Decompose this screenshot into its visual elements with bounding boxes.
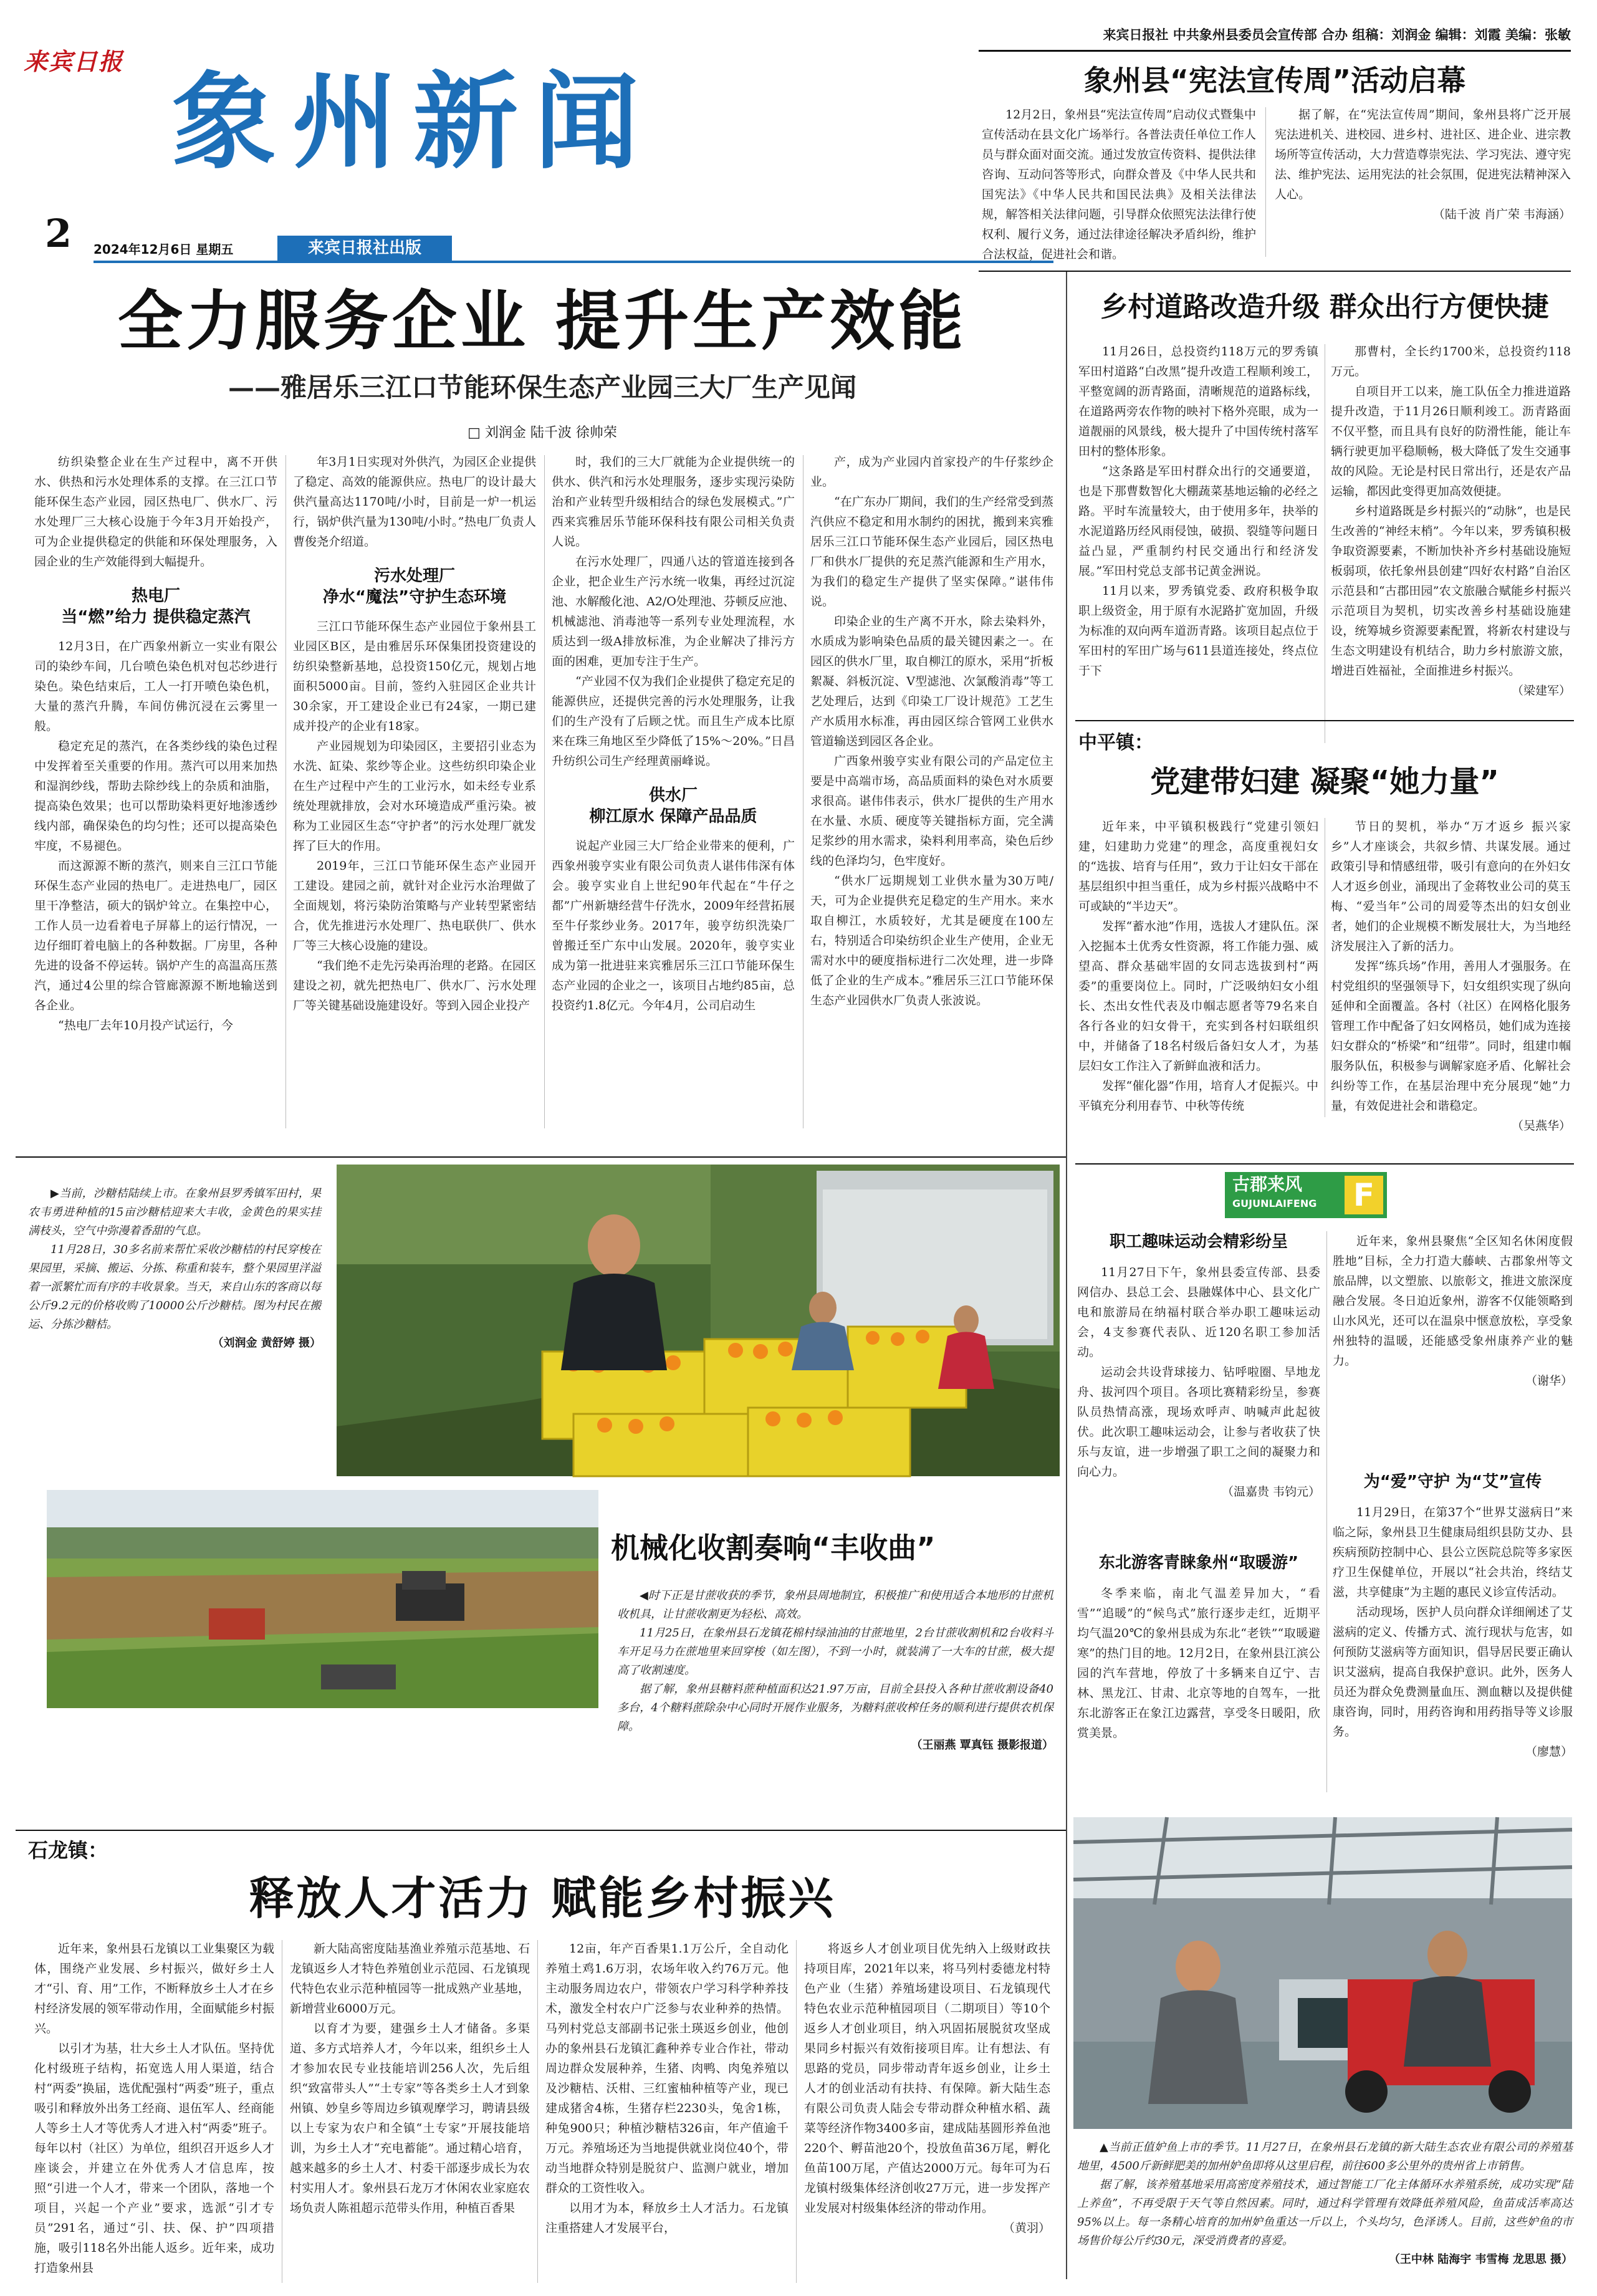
gujun-para: 11月29日，在第37个“世界艾滋病日”来临之际，象州县卫生健康局组织县防艾办、县疾病预防控制中心、县公立医院总院等多家医疗卫生保健单位，开展以“社会共治，终结艾滋，共享健康”为主题的惠民义诊宣传活动。 [1333, 1506, 1573, 1599]
masthead-rule [94, 261, 1053, 263]
fish-loading-image [1073, 1817, 1572, 2129]
gujun-byline: （谢华） [1525, 1374, 1573, 1388]
sugarcane-caption-text: 据了解，象州县糖料蔗种植面积达21.97万亩，目前全县投入各种甘蔗收割设备40多台，4个糖料蔗除杂中心同时开展作业服务，为糖料蔗收榨任务的顺利进行提供农机保障。 [617, 1683, 1053, 1733]
harvest-credit: （刘润金 黄舒婷 摄） [212, 1337, 321, 1350]
lead-para: 在污水处理厂，四通八达的管道连接到各企业，把企业生产污水统一收集，再经过沉淀池、水解酸化池、A2/O处理池、芬顿反应池、机械滤池、消毒池等一系列专业处理流程，水质达到一级A排放标准，为企业解决了排污方面的困难，更加专注于生产。 [552, 555, 795, 668]
zhongping-para: 节日的契机，举办“万才返乡 振兴家乡”人才座谈会，共叙乡情、共谋发展。通过政策引导和情感纽带，吸引有意向的在外妇女人才返乡创业，涌现出了金蒋牧业公司的莫玉梅、“爱当年”公司的周爱等杰出的妇女创业者，她们的企业规模不断发展壮大，为当地经济发展注入了新的活力。 [1331, 820, 1571, 953]
sugarcane-field-image [47, 1490, 598, 1708]
shilong-para: 将返乡人才创业项目优先纳入上级财政扶持项目库，2021年以来，将马列村委德龙村特色产业（生猪）养殖场建设项目、石龙镇现代特色农业示范种植园项目（二期项目）等10个返乡人才创业项目，纳入巩固拓展脱贫攻坚成果同乡村振兴有效衔接项目库。让有想法、有思路的党员，同步带动青年返乡创业，让乡土人才的创业活动有扶持、有保障。新大陆生态有限公司负责人陆会专带动群众种植水稻、蔬菜等经济作物3400多亩，建成陆基圆形养鱼池220个、孵苗池20个，投放鱼苗36万尾，孵化鱼苗100万尾，产值达2000万元。每年可为石龙镇村级集体经济创收27万元，进一步发挥产业发展对村级集体经济的带动作用。 [804, 1942, 1050, 2215]
shilong-col4 [804, 1939, 1050, 2288]
lead-para: 印染企业的生产离不开水，除去染料外，水质成为影响染色品质的最关键因素之一。在园区的供水厂里，取自柳江的原水，采用“折板絮凝、斜板沉淀、V型滤池、次氯酸消毒”等工艺处理后，达到《印染工厂设计规范》工艺生产水质用水标准，再由园区综合管网工业供水管道输送到园区各企业。 [810, 615, 1053, 748]
lead-para: 产，成为产业园内首家投产的牛仔浆纱企业。 [810, 455, 1053, 489]
lead-para: 12月3日，在广西象州新立一实业有限公司的染纱车间，几台喷色染色机对包芯纱进行染色。染色结束后，工人一打开喷色染色机，大量的蒸汽升腾，车间仿佛沉浸在云雾里一般。 [34, 640, 277, 733]
lead-para: 稳定充足的蒸汽，在各类纱线的染色过程中发挥着至关重要的作用。蒸汽可以用来加热和湿润纱线，帮助去除纱线上的杂质和油脂，提高染色效果；也可以帮助染料更好地渗透纱线内部，确保染色的均匀性；还可以提高染色牢度，不易褪色。 [34, 739, 277, 853]
lead-col2 [293, 452, 536, 1138]
xianfa-headline: 象州县“宪法宣传周”活动启幕 [1083, 64, 1466, 97]
xianfa-para-1: 12月2日，象州县“宪法宣传周”启动仪式暨集中宣传活动在县文化广场举行。各普法责任单位工作人员与群众面对面交流。通过发放宣传资料、提供法律咨询、互动问答等形式，向群众普及《中华人民共和国宪法》《中华人民共和国民法典》及相关法律法规，解答相关法律问题，引导群众依照宪法法律行使权利、履行义务，通过法律途径解决矛盾纠纷，维护合法权益，促进社会和谐。 [982, 108, 1256, 261]
shilong-headline: 释放人才活力 赋能乡村振兴 [249, 1872, 836, 1924]
rural-road-para: 乡村道路既是乡村振兴的“动脉”，也是民生改善的“神经末梢”。今年以来，罗秀镇积极争取资源要素，不断加快补齐乡村基础设施短板弱项，依托象州县创建“四好农村路”自治区示范县和“古郡田园”农文旅融合赋能乡村振兴示范项目为契机，切实改善乡村基础设施建设，统筹城乡资源要素配置，将新农村建设与生态文明建设有机结合，助力乡村旅游文旅，增进百姓福祉，全面推进乡村振兴。 [1331, 504, 1571, 678]
shilong-para: 近年来，象州县石龙镇以工业集聚区为载体，围绕产业发展、乡村振兴，做好乡土人才“引、育、用”工作，不断释放乡土人才在乡村经济发展的领军带动作用，全面赋能乡村振兴。 [34, 1942, 274, 2035]
shilong-para: 以引才为基，壮大乡土人才队伍。坚持优化村级班子结构，拓宽选人用人渠道，结合村“两委”换届，选优配强村“两委”班子，重点吸引和释放外出务工经商、退伍军人、经商能人等乡土人才等优秀人才进入村“两委”班子。每年以村（社区）为单位，组织召开返乡人才座谈会，并建立在外优秀人才信息库，按照“引进一个人才，带来一个团队，落地一个项目，兴起一个产业”要求，选派“引才专员”291名，通过“引、扶、保、护”四项措施，吸引118名外出能人返乡。近年来，成功打造象州县 [34, 2042, 274, 2275]
rural-road-para: 自项目开工以来，施工队伍全力推进道路提升改造，于11月26日顺利竣工。沥青路面不仅平整，而且具有良好的防滑性能，能让车辆行驶更加平稳顺畅，极大降低了发生交通事故的风险。无论是村民日常出行，还是农产品运输，都因此变得更加高效便捷。 [1331, 385, 1571, 498]
page-number: 2 [45, 211, 72, 256]
gujun-column-header [1225, 1172, 1387, 1218]
lead-para: “我们绝不走先污染再治理的老路。在园区建设之初，就先把热电厂、供水厂、污水处理厂等关键基础设施建设好。等到入园企业投产 [293, 959, 536, 1012]
rural-road-col2 [1331, 342, 1571, 747]
orange-harvest-image [337, 1165, 1060, 1476]
lead-para: 产业园规划为印染园区，主要招引业态为水洗、缸染、浆纱等企业。这些纺织印染企业在生产过程中产生的工业污水，如未经专业系统处理就排放，会对水环境造成严重污染。被称为工业园区生态“守护者”的污水处理厂就发挥了巨大的作用。 [293, 739, 536, 853]
gujun-col2-top [1333, 1231, 1573, 1468]
lead-para: “在广东办厂期间，我们的生产经常受到蒸汽供应不稳定和用水制约的困扰，搬到来宾雅居乐三江口节能环保生态产业园后，园区热电厂和供水厂提供的充足蒸汽能源和生产用水，为我们的稳定生产提供了坚实保障。”谌伟伟说。 [810, 495, 1053, 608]
gujun-sports-title: 职工趣味运动会精彩纷呈 [1109, 1232, 1288, 1251]
rural-road-para: 11月以来，罗秀镇党委、政府积极争取职上级资金，用于原有水泥路扩宽加固，升级为标准的双向两车道沥青路。该项目起点位于军田村的军田广场与611县道连接处，终点位于下 [1078, 584, 1318, 678]
shilong-byline: （黄羽） [1002, 2221, 1050, 2235]
shilong-col1 [34, 1939, 274, 2288]
rural-road-para: 11月26日，总投资约118万元的罗秀镇军田村道路“白改黑”提升改造工程顺利竣工，平整宽阔的沥青路面，清晰规范的道路标线，在道路两旁农作物的映衬下格外亮眼，成为一道靓丽的风景线，极大提升了中国传统村落军田村的整体形象。 [1078, 345, 1318, 458]
gujun-en: GUJUNLAIFENG [1232, 1198, 1317, 1209]
rural-road-byline: （梁建军） [1511, 684, 1571, 698]
zhongping-para: 发挥“催化器”作用，培育人才促振兴。中平镇充分利用春节、中秋等传统 [1078, 1079, 1318, 1113]
lead-para: 年3月1日实现对外供汽，为园区企业提供了稳定、高效的能源供应。热电厂的设计最大供汽量高达1170吨/小时，目前是一炉一机运行，锅炉供汽量为130吨/小时。”热电厂负责人曹俊尧介绍道。 [293, 455, 536, 549]
gujun-para: 近年来，象州县聚焦“全区知名休闲度假胜地”目标，全力打造大藤峡、古郡象州等文旅品牌，以文塑旅、以旅彰文，推进文旅深度融合发展。冬日迫近象州，游客不仅能领略到山水风光，还可以在温泉中惬意放松，享受象州独特的温暖，还能感受象州康养产业的魅力。 [1333, 1234, 1573, 1368]
lead-para: 说起产业园三大厂给企业带来的便利，广西象州骏亨实业有限公司负责人谌伟伟深有体会。骏亨实业自上世纪90年代起在“牛仔之都”广州新塘经营牛仔洗水，2009年经营拓展至牛仔浆纱业务。2017年，骏亨纺织洗染厂曾搬迁至广东中山发展。2020年，骏亨实业成为第一批进驻来宾雅居乐三江口节能环保生态产业园的企业之一，该项目占地约85亩，总投资约1.8亿元。今年4月，公司启动生 [552, 839, 795, 1012]
lead-col3 [552, 452, 795, 1138]
shilong-para: 以育才为要，建强乡土人才储备。多渠道、多方式培养人才，今年以来，组织乡土人才参加农民专业技能培训256人次，先后组织“致富带头人”“土专家”等各类乡土人才到象州镇、妙皇乡等周边乡镇观摩学习，聘请县级以上专家为农户和全镇“土专家”开展技能培训，为乡土人才“充电蓄能”。通过精心培育，越来越多的乡土人才、村委干部逐步成长为农村实用人才。象州县石龙万才休闲农业家庭农场负责人陈祖超示范带头作用，种植百香果 [290, 2022, 530, 2215]
lead-headline: 全力服务企业 提升生产效能 [117, 283, 967, 359]
gujun-col2-bottom [1333, 1471, 1573, 1795]
gujun-col1-top [1077, 1231, 1320, 1555]
top-credit-rule [979, 50, 1571, 52]
gujun-para: 11月27日下午，象州县委宣传部、县委网信办、县总工会、县融媒体中心、县文化广电和旅游局在纳福村联合举办职工趣味运动会，4支参赛代表队、近120名职工参加活动。 [1077, 1266, 1320, 1359]
zhongping-kicker: 中平镇： [1078, 732, 1153, 754]
rural-road-headline: 乡村道路改造升级 群众出行方便快捷 [1100, 291, 1549, 323]
sugarcane-caption-text: ◀时下正是甘蔗收获的季节，象州县周地制宜，积极推广和使用适合本地形的甘蔗机收机具，让甘蔗收割更为轻松、高效。 [617, 1589, 1053, 1621]
lead-para: 广西象州骏亨实业有限公司的产品定位主要是中高端市场，高品质面料的染色对水质要求很高。谌伟伟表示，供水厂提供的生产用水在水量、水质、硬度等关键指标方面，完全满足浆纱的用水需求，染料利用率高，染色后纱线的色泽均匀，色牢度好。 [810, 754, 1053, 868]
xianfa-para-2: 据了解，在“宪法宣传周”期间，象州县将广泛开展宪法进机关、进校园、进乡村、进社区、进企业、进宗教场所等宣传活动，大力营造尊崇宪法、学习宪法、遵守宪法、维护宪法、运用宪法的社会氛围，促进宪法精神深入人心。 [1275, 108, 1571, 201]
orange-harvest-photo [337, 1165, 1060, 1476]
lead-col4 [810, 452, 1053, 1138]
gujun-aids-title: 为“爱”守护 为“艾”宣传 [1363, 1472, 1542, 1491]
gujun-badge-icon: F [1345, 1176, 1383, 1214]
fish-credit: （王中林 陆海宇 韦雪梅 龙思思 摄） [1388, 2253, 1573, 2266]
sugarcane-caption [617, 1587, 1053, 1836]
gujun-byline: （温嘉贵 韦钧元） [1221, 1485, 1320, 1499]
gujun-byline: （廖慧） [1525, 1745, 1573, 1759]
shilong-para: 以用才为本，释放乡土人才活力。石龙镇注重搭建人才发展平台， [545, 2201, 789, 2235]
lead-para: “产业园不仅为我们企业提供了稳定充足的能源供应，还提供完善的污水处理服务，让我们的生产没有了后顾之忧。而且生产成本比原来在珠三角地区至少降低了15%～20%。”日昌升纺织公司生产经理黄丽峰说。 [552, 675, 795, 768]
gujun-col1-bottom [1077, 1552, 1320, 1802]
publisher-banner: 来宾日报社出版 [277, 236, 452, 261]
sugarcane-photo [47, 1490, 598, 1708]
harvest-caption [28, 1184, 321, 1421]
newspaper-logo: 来宾日报 [24, 47, 124, 75]
lead-col1 [34, 452, 277, 1138]
lead-para: 时，我们的三大厂就能为企业提供统一的供水、供汽和污水处理服务，逐步实现污染防治和产业转型升级相结合的绿色发展模式。”广西来宾雅居乐节能环保科技有限公司相关负责人说。 [552, 455, 795, 549]
fish-caption-text: ▲当前正值妒鱼上市的季节。11月27日，在象州县石龙镇的新大陆生态农业有限公司的养殖基地里，4500斤新鲜肥美的加州妒鱼即将从这里启程，前往600多公里外的贵州省上市销售。 [1077, 2141, 1573, 2173]
harvest-caption-text: ▶当前，沙糖桔陆续上市。在象州县罗秀镇军田村，果农韦勇进种植的15亩沙糖桔迎来大丰收，金黄色的果实挂满枝头，空气中弥漫着香甜的气息。 [28, 1187, 321, 1237]
zhongping-para: 发挥“蓄水池”作用，选拔人才建队伍。深入挖掘本土优秀女性资源，将工作能力强、威望高、群众基础牢固的女同志选拔到村“两委”的重要岗位上。同时，广泛吸纳妇女小组长、杰出女性代表及巾帼志愿者等79名来自各行各业的妇女骨干，充实到各村妇联组织中，并储备了18名村级后备妇女人才，为基层妇女工作注入了新鲜血液和活力。 [1078, 920, 1318, 1073]
sugarcane-credit: （王丽燕 覃真钰 摄影报道） [911, 1739, 1053, 1752]
lead-para: 2019年，三江口节能环保生态产业园开工建设。建园之前，就针对企业污水治理做了全面规划，将污染防治策略与产业转型紧密结合，优先推进污水处理厂、热电联供厂、供水厂等三大核心设施的建设。 [293, 859, 536, 953]
fish-caption [1077, 2138, 1573, 2288]
lead-para: 纺织染整企业在生产过程中，离不开供水、供热和污水处理体系的支撑。在三江口节能环保生态产业园，园区热电厂、供水厂、污水处理厂三大核心设施于今年3月开始投产，可为企业提供稳定的供能和环保处理服务，入园企业的生产效能得到大幅提升。 [34, 455, 277, 569]
harvest-caption-text: 11月28日，30多名前来帮忙采收沙糖桔的村民穿梭在果园里，采摘、搬运、分拣、称重和装车，整个果园里洋溢着一派繁忙而有序的丰收景象。当天，来自山东的客商以每公斤9.2元的价格收购了10000公斤沙糖桔。图为村民在搬运、分拣沙糖桔。 [28, 1243, 321, 1331]
lead-subhead-thermal: 热电厂 当“燃”给力 提供稳定蒸汽 [61, 587, 251, 627]
lead-subhead-sewage: 污水处理厂 净水“魔法”守护生态环境 [322, 567, 507, 607]
gujun-label: 古郡来风 [1232, 1174, 1303, 1194]
top-credit-line: 来宾日报社 中共象州县委员会宣传部 合办 组稿：刘润金 编辑：刘霞 美编：张敏 [1103, 27, 1571, 42]
lead-byline: □ 刘润金 陆千波 徐帅荣 [468, 425, 617, 441]
gujun-para: 活动现场，医护人员向群众详细阐述了艾滋病的定义、传播方式、流行现状与危害，如何预防艾滋病等方面知识，倡导居民要正确认识艾滋病，提高自我保护意识。此外，医务人员还为群众免费测量血压、测血糖以及提供健康咨询，同时，用药咨询和用药指导等义诊服务。 [1333, 1605, 1573, 1739]
zhongping-col1 [1078, 817, 1318, 1122]
gujun-para: 运动会共设背球接力、钻呼啦圈、旱地龙舟、拔河四个项目。各项比赛精彩纷呈，参赛队员热情高涨，现场欢呼声、呐喊声此起彼伏。此次职工趣味运动会，让参与者收获了快乐与友谊，进一步增强了职工之间的凝聚力和向心力。 [1077, 1365, 1320, 1479]
rural-road-para: “这条路是军田村群众出行的交通要道，也是下那曹数智化大棚蔬菜基地运输的必经之路。平时车流量较大，由于使用多年，抉举的水泥道路历经风雨侵蚀，破损、裂缝等问题日益凸显，严重制约村民交通出行和经济发展。”军田村党总支部书记黄金洲说。 [1078, 464, 1318, 578]
shilong-col3 [545, 1939, 789, 2288]
issue-date: 2024年12月6日 星期五 [94, 242, 234, 257]
zhongping-byline: （吴燕华） [1511, 1119, 1571, 1133]
lead-para: 而这源源不断的蒸汽，则来自三江口节能环保生态产业园的热电厂。走进热电厂，园区里干净整洁，硕大的锅炉耸立。在集控中心，工作人员一边看着电子屏幕上的运行情况，一边仔细盯着电脑上的各种数据。厂房里，各种先进的设备不停运转。锅炉产生的高温高压蒸汽，通过4公里的综合管廊源源不断地输送到各企业。 [34, 859, 277, 1012]
sugarcane-headline: 机械化收割奏响“丰收曲” [611, 1531, 936, 1565]
lead-para: “热电厂去年10月投产试运行，今 [58, 1019, 233, 1032]
lead-para: 三江口节能环保生态产业园位于象州县工业园区B区，是由雅居乐环保集团投资建设的纺织染整新基地，总投资150亿元，规划占地面积5000亩。目前，签约入驻园区企业共计30余家，开工建设企业已有24家，一期已建成并投产的企业有18家。 [293, 620, 536, 733]
fish-caption-text: 据了解，该养殖基地采用高密度养殖技术，通过智能工厂化主体循环水养殖系统，成功实现“陆上养鱼”，不再受限于天气等自然因素。同时，通过科学管理有效降低养殖风险，鱼苗成活率高达95%以上。每一条精心培育的加州妒鱼重达一斤以上，个头均匀，色泽诱人。目前，这些妒鱼的市场售价每公斤约30元，深受消费者的喜爱。 [1077, 2178, 1573, 2247]
shilong-para: 新大陆高密度陆基渔业养殖示范基地、石龙镇返乡人才特色养殖创业示范园、石龙镇现代特色农业示范种植园等一批成熟产业基地，新增营业6000万元。 [290, 1942, 530, 2015]
section-title: 象州新闻 [171, 60, 655, 183]
rural-road-para: 那曹村，全长约1700米，总投资约118万元。 [1331, 345, 1571, 378]
xianfa-byline: （陆千波 肖广荣 韦海涵） [1432, 208, 1571, 221]
shilong-kicker: 石龙镇： [28, 1838, 108, 1862]
lead-subheadline: ——雅居乐三江口节能环保生态产业园三大厂生产见闻 [228, 372, 856, 403]
xianfa-col2 [1275, 105, 1571, 261]
zhongping-col2 [1331, 817, 1571, 1133]
zhongping-para: 近年来，中平镇积极践行“党建引领妇建，妇建助力党建”的理念，高度重视妇女的“选拔、培育与任用”，致力于让妇女干部在基层组织中担当重任，成为乡村振兴战略中不可或缺的“半边天”。 [1078, 820, 1318, 913]
lead-subhead-water: 供水厂 柳江原水 保障产品品质 [589, 786, 757, 826]
xianfa-col1 [982, 105, 1256, 261]
fish-market-photo [1073, 1817, 1572, 2129]
shilong-col2 [290, 1939, 530, 2288]
shilong-para: 12亩，年产百香果1.1万公斤，全自动化养殖土鸡1.6万羽，农场年收入约76万元。他主动服务周边农户，带领农户学习科学种养技术，激发全村农户广泛参与农业种养的热情。马列村党总支部副书记张土瑛返乡创业，他创办的象州县石龙镇汇鑫种养专业合作社，带动周边群众发展种养，生猪、肉鸭、肉兔养殖以及沙糖桔、沃柑、三红蜜柚种植等产业，现已建成猪舍4栋，生猪存栏2230头，兔舍1栋，种兔900只；种植沙糖桔326亩，年产值逾千万元。养殖场还为当地提供就业岗位40个，带动当地群众特别是脱贫户、监测户就业，增加群众的工资性收入。 [545, 1942, 789, 2195]
gujun-para: 冬季来临，南北气温差异加大，“看雪”“追暖”的“候鸟式”旅行逐步走红，近期平均气温20℃的象州县成为东北“老铁”“取暖避寒”的热门目的地。12月2日，在象州县江滨公园的汽车营地，停放了十多辆来自辽宁、吉林、黑龙江、甘肃、北京等地的自驾车，一批东北游客正在象江边露营，享受冬日暖阳，欣赏美景。 [1077, 1587, 1320, 1740]
gujun-tourism-title: 东北游客青睐象州“取暖游” [1098, 1554, 1299, 1572]
zhongping-para: 发挥“练兵场”作用，善用人才强服务。在村党组织的坚强领导下，妇女组织实现了纵向延伸和全面覆盖。各村（社区）在网格化服务管理工作中配备了妇女网格员，她们成为连接妇女群众的“桥梁”和“纽带”。同时，组建巾帼服务队伍，积极参与调解家庭矛盾、化解社会纠纷等工作，在基层治理中充分展现“她”力量，有效促进社会和谐稳定。 [1331, 959, 1571, 1113]
lead-para: “供水厂远期规划工业供水量为30万吨/天，可为企业提供充足稳定的生产用水。来水取自柳江，水质较好，尤其是硬度在100左右，特别适合印染纺织企业生产使用，企业无需对水中的硬度指标进行二次处理，进一步降低了企业的生产成本。”雅居乐三江口节能环保生态产业园供水厂负责人张波说。 [810, 874, 1053, 1007]
sugarcane-caption-text: 11月25日，在象州县石龙镇花棉村绿油油的甘蔗地里，2台甘蔗收割机和2台收料斗车开足马力在蔗地里来回穿梭（如左图），不到一小时，就装满了一大车的甘蔗，极大提高了收割速度。 [617, 1626, 1053, 1677]
zhongping-headline: 党建带妇建 凝聚“她力量” [1150, 764, 1499, 799]
rural-road-col1 [1078, 342, 1318, 747]
